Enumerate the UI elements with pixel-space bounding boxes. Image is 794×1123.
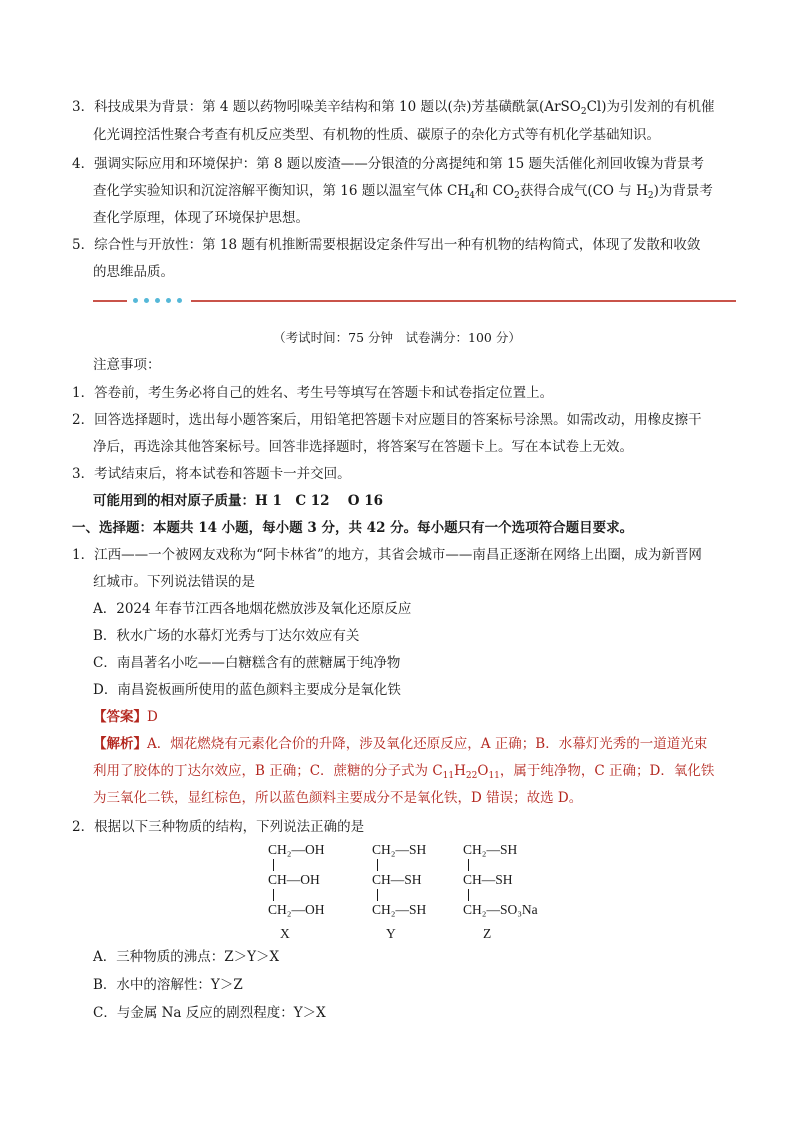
intro-item-4-cont: 查化学实验知识和沉淀溶解平衡知识，第 16 题以温室气体 $CH_4$和 $CO_2$获得合成气(CO 与 $H_2$)为背景考 <box>93 183 713 201</box>
notice-2: 2．回答选择题时，选出每小题答案后，用铅笔把答题卡对应题目的答案标号涂黑。如需改动，用橡皮擦干 <box>72 412 702 428</box>
atomic-mass: 可能用到的相对原子质量：H 1 C 12 O 16 <box>93 493 384 509</box>
exam-info: （考试时间：75 分钟 试卷满分：100 分） <box>273 330 521 345</box>
structure-x-row-3: CH₂—OH <box>268 902 325 917</box>
question-1-option-c: C．南昌著名小吃——白糖糕含有的蔗糖属于纯净物 <box>93 655 401 671</box>
notice-title: 注意事项： <box>93 357 161 373</box>
question-1-option-d: D．南昌瓷板画所使用的蓝色颜料主要成分是氧化铁 <box>93 682 401 698</box>
question-1-analysis: 【解析】A．烟花燃烧有元素化合价的升降，涉及氧化还原反应，A 正确；B．水幕灯光秀的一道道光束 <box>93 736 708 752</box>
question-2-option-b: B．水中的溶解性：Y＞Z <box>93 977 243 993</box>
structure-y-row-1: CH₂—SH <box>372 842 427 857</box>
structure-y-label: Y <box>386 926 396 941</box>
notice-3: 3．考试结束后，将本试卷和答题卡一并交回。 <box>72 466 351 482</box>
intro-item-3-cont: 化光调控活性聚合考查有机反应类型、有机物的性质、碳原子的杂化方式等有机化学基础知识。 <box>93 127 660 143</box>
question-1-option-b: B．秋水广场的水幕灯光秀与丁达尔效应有关 <box>93 628 360 644</box>
intro-item-3: 3．科技成果为背景：第 4 题以药物吲哚美辛结构和第 10 题以(杂)芳基磺酰氯(ArSO$_2$Cl)为引发剂的有机催 <box>72 99 715 117</box>
intro-item-4: 4．强调实际应用和环境保护：第 8 题以废渣——分银渣的分离提纯和第 15 题失活催化剂回收镍为背景考 <box>72 156 705 172</box>
structure-z-label: Z <box>483 926 492 941</box>
section-divider <box>93 300 736 302</box>
structure-x-row-2: CH—OH <box>268 872 320 887</box>
question-2-stem: 2．根据以下三种物质的结构，下列说法正确的是 <box>72 819 365 835</box>
structure-z-row-1: CH₂—SH <box>463 842 518 857</box>
section-title: 一、选择题：本题共 14 小题，每小题 3 分，共 42 分。每小题只有一个选项符合题目要求。 <box>72 520 634 536</box>
structure-y-row-3: CH₂—SH <box>372 902 427 917</box>
question-1-stem: 1．江西——一个被网友戏称为“阿卡林省”的地方，其省会城市——南昌正逐渐在网络上出圈，成为新晋网 <box>72 547 702 563</box>
question-2-option-a: A．三种物质的沸点：Z＞Y＞X <box>93 949 280 965</box>
question-1-answer: 【答案】D <box>93 709 158 725</box>
question-1-option-a: A．2024 年春节江西各地烟花燃放涉及氧化还原反应 <box>93 601 412 617</box>
structure-z-row-3: CH₂—SO₃Na <box>463 902 538 917</box>
structure-x-label: X <box>280 926 290 941</box>
structure-x-row-1: CH₂—OH <box>268 842 325 857</box>
intro-item-5-cont: 的思维品质。 <box>93 264 174 280</box>
question-1-analysis-cont2: 为三氧化二铁，显红棕色，所以蓝色颜料主要成分不是氧化铁，D 错误；故选 D。 <box>93 790 583 806</box>
notice-1: 1．答卷前，考生务必将自己的姓名、考生号等填写在答题卡和试卷指定位置上。 <box>72 385 554 401</box>
intro-item-5: 5．综合性与开放性：第 18 题有机推断需要根据设定条件写出一种有机物的结构简式，体现了发散和收敛 <box>72 237 701 253</box>
question-1-stem-cont: 红城市。下列说法错误的是 <box>93 574 255 590</box>
structure-z-row-2: CH—SH <box>463 872 513 887</box>
structure-y-row-2: CH—SH <box>372 872 422 887</box>
notice-2-cont: 净后，再选涂其他答案标号。回答非选择题时，将答案写在答题卡上。写在本试卷上无效。 <box>93 439 633 455</box>
question-1-analysis-cont: 利用了胶体的丁达尔效应，B 正确；C．蔗糖的分子式为 $C_{11}H_{22}O_{11}$，属于纯净物，C 正确；D．氧化铁 <box>93 763 715 781</box>
intro-item-4-cont2: 查化学原理，体现了环境保护思想。 <box>93 210 309 226</box>
question-2-option-c: C．与金属 Na 反应的剧烈程度：Y＞X <box>93 1005 326 1021</box>
